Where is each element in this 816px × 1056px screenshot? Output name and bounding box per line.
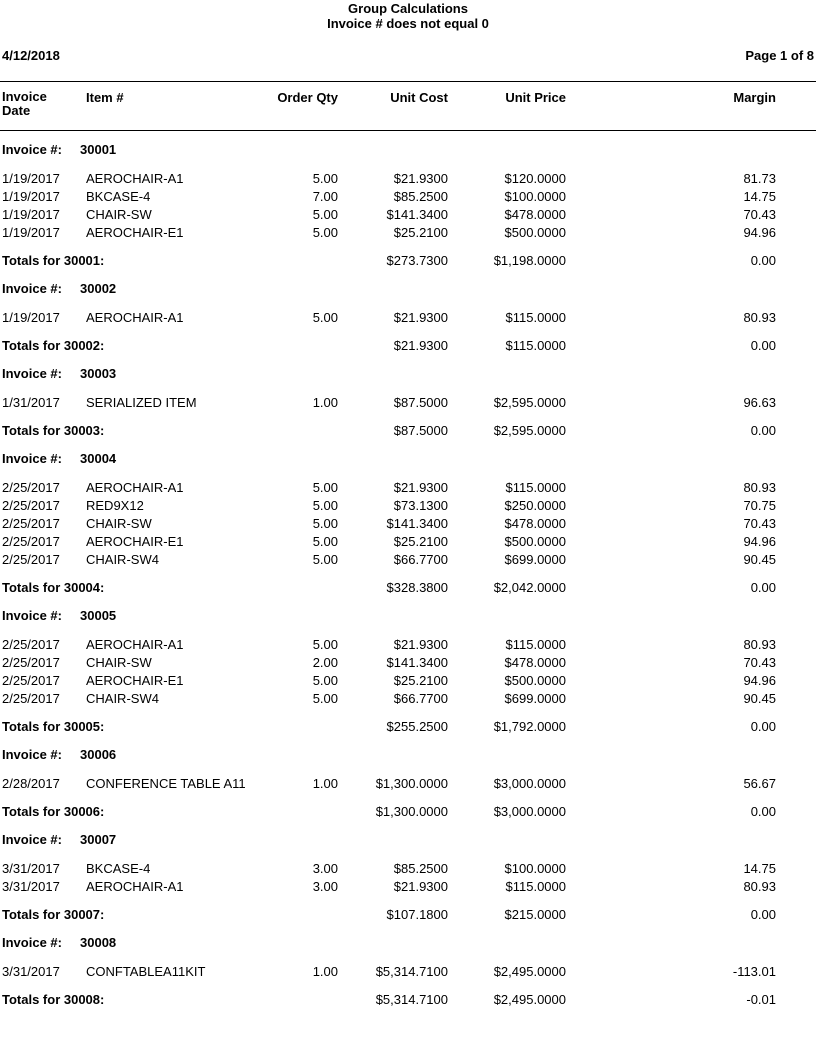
report-subtitle: Invoice # does not equal 0 [327,16,489,31]
row-unit-price: $500.0000 [504,225,566,240]
totals-margin: 0.00 [750,423,776,438]
row-invoice-date: 1/19/2017 [2,207,60,222]
row-order-qty: 7.00 [312,189,338,204]
row-margin: -113.01 [732,964,776,979]
group-invoice-number: 30008 [80,935,117,950]
group-label: Invoice #: [2,451,62,466]
totals-margin: 0.00 [750,253,776,268]
row-item-number: CONFERENCE TABLE A11 [86,776,246,791]
row-unit-cost: $25.2100 [393,534,448,549]
totals-label: Totals for 30003: [2,423,105,438]
group-invoice-number: 30003 [80,366,117,381]
row-item-number: CHAIR-SW [86,207,152,222]
row-unit-cost: $25.2100 [393,673,448,688]
row-margin: 90.45 [743,691,776,706]
totals-label: Totals for 30008: [2,992,105,1007]
row-unit-cost: $25.2100 [393,225,448,240]
row-unit-price: $115.0000 [505,637,566,652]
row-item-number: CONFTABLEA11KIT [86,964,206,979]
totals-unit-cost: $21.9300 [393,338,448,353]
row-item-number: AEROCHAIR-A1 [86,879,184,894]
row-item-number: AEROCHAIR-A1 [86,171,184,186]
col-item: Item # [86,90,124,105]
row-unit-cost: $1,300.0000 [375,776,448,791]
group-label: Invoice #: [2,366,62,381]
row-unit-cost: $141.3400 [386,655,448,670]
header-top-rule [0,81,816,82]
row-order-qty: 5.00 [312,171,338,186]
row-item-number: RED9X12 [86,498,144,513]
row-unit-price: $115.0000 [505,480,566,495]
group-invoice-number: 30001 [80,142,117,157]
row-invoice-date: 1/19/2017 [2,189,60,204]
row-invoice-date: 2/25/2017 [2,498,60,513]
col-unit-price: Unit Price [505,90,566,105]
group-label: Invoice #: [2,832,62,847]
row-invoice-date: 2/25/2017 [2,534,60,549]
row-invoice-date: 2/25/2017 [2,637,60,652]
row-unit-price: $250.0000 [504,498,566,513]
row-invoice-date: 3/31/2017 [2,879,60,894]
totals-unit-price: $215.0000 [504,907,566,922]
row-margin: 96.63 [743,395,776,410]
row-invoice-date: 1/19/2017 [2,225,60,240]
col-margin: Margin [733,90,776,105]
row-unit-cost: $85.2500 [393,861,448,876]
row-unit-price: $478.0000 [504,655,566,670]
totals-label: Totals for 30007: [2,907,105,922]
row-item-number: CHAIR-SW [86,516,152,531]
row-margin: 81.73 [743,171,776,186]
row-order-qty: 5.00 [312,207,338,222]
row-margin: 70.43 [743,516,776,531]
row-invoice-date: 1/19/2017 [2,171,60,186]
report-title: Group Calculations [348,1,468,16]
row-invoice-date: 1/19/2017 [2,310,60,325]
row-margin: 94.96 [743,673,776,688]
totals-margin: 0.00 [750,719,776,734]
totals-margin: 0.00 [750,907,776,922]
totals-unit-cost: $255.2500 [386,719,448,734]
group-label: Invoice #: [2,142,62,157]
row-order-qty: 5.00 [312,225,338,240]
row-order-qty: 2.00 [312,655,338,670]
row-order-qty: 1.00 [312,776,338,791]
row-unit-price: $699.0000 [504,552,566,567]
group-invoice-number: 30005 [80,608,117,623]
row-item-number: CHAIR-SW4 [86,552,159,567]
row-invoice-date: 2/25/2017 [2,480,60,495]
row-order-qty: 1.00 [312,964,338,979]
row-unit-price: $100.0000 [504,189,566,204]
group-label: Invoice #: [2,935,62,950]
row-unit-price: $478.0000 [504,207,566,222]
totals-margin: 0.00 [750,338,776,353]
group-label: Invoice #: [2,281,62,296]
row-item-number: AEROCHAIR-A1 [86,637,184,652]
totals-label: Totals for 30001: [2,253,105,268]
totals-margin: 0.00 [750,804,776,819]
row-margin: 80.93 [743,310,776,325]
report-date: 4/12/2018 [2,48,60,63]
row-margin: 70.75 [743,498,776,513]
totals-unit-price: $115.0000 [505,338,566,353]
group-label: Invoice #: [2,608,62,623]
row-margin: 56.67 [743,776,776,791]
row-unit-cost: $66.7700 [393,691,448,706]
row-unit-price: $2,495.0000 [493,964,566,979]
row-item-number: AEROCHAIR-E1 [86,534,184,549]
row-item-number: AEROCHAIR-E1 [86,225,184,240]
row-order-qty: 5.00 [312,516,338,531]
row-unit-cost: $21.9300 [393,480,448,495]
row-unit-cost: $85.2500 [393,189,448,204]
totals-unit-price: $2,042.0000 [493,580,566,595]
row-margin: 70.43 [743,655,776,670]
totals-unit-cost: $87.5000 [393,423,448,438]
totals-label: Totals for 30006: [2,804,105,819]
totals-unit-cost: $107.1800 [386,907,448,922]
row-unit-cost: $21.9300 [393,310,448,325]
row-margin: 80.93 [743,879,776,894]
row-invoice-date: 2/25/2017 [2,552,60,567]
totals-unit-price: $2,595.0000 [493,423,566,438]
row-invoice-date: 3/31/2017 [2,964,60,979]
row-invoice-date: 2/25/2017 [2,655,60,670]
row-order-qty: 5.00 [312,691,338,706]
row-unit-cost: $87.5000 [393,395,448,410]
row-unit-price: $3,000.0000 [493,776,566,791]
row-unit-price: $478.0000 [504,516,566,531]
row-invoice-date: 3/31/2017 [2,861,60,876]
row-unit-cost: $66.7700 [393,552,448,567]
row-item-number: BKCASE-4 [86,189,151,204]
row-unit-cost: $21.9300 [393,879,448,894]
row-unit-cost: $141.3400 [386,516,448,531]
page-indicator: Page 1 of 8 [745,48,814,63]
row-order-qty: 5.00 [312,310,338,325]
totals-unit-cost: $328.3800 [386,580,448,595]
row-invoice-date: 2/28/2017 [2,776,60,791]
row-unit-price: $500.0000 [504,673,566,688]
row-order-qty: 5.00 [312,480,338,495]
col-unit-cost: Unit Cost [390,90,448,105]
group-invoice-number: 30007 [80,832,117,847]
row-unit-price: $500.0000 [504,534,566,549]
row-order-qty: 5.00 [312,673,338,688]
totals-unit-cost: $273.7300 [386,253,448,268]
row-item-number: CHAIR-SW [86,655,152,670]
row-unit-price: $120.0000 [504,171,566,186]
row-unit-cost: $21.9300 [393,171,448,186]
totals-unit-price: $1,792.0000 [493,719,566,734]
row-invoice-date: 2/25/2017 [2,516,60,531]
row-unit-cost: $141.3400 [386,207,448,222]
row-order-qty: 3.00 [312,861,338,876]
row-item-number: SERIALIZED ITEM [86,395,197,410]
row-order-qty: 5.00 [312,637,338,652]
row-margin: 90.45 [743,552,776,567]
row-invoice-date: 2/25/2017 [2,673,60,688]
row-margin: 80.93 [743,637,776,652]
col-order-qty: Order Qty [277,90,338,105]
col-invoice-date: Invoice Date [2,89,47,118]
totals-label: Totals for 30002: [2,338,105,353]
group-invoice-number: 30002 [80,281,117,296]
totals-label: Totals for 30005: [2,719,105,734]
row-item-number: AEROCHAIR-A1 [86,310,184,325]
row-item-number: CHAIR-SW4 [86,691,159,706]
header-bottom-rule [0,130,816,131]
row-order-qty: 5.00 [312,534,338,549]
row-margin: 14.75 [743,861,776,876]
row-order-qty: 3.00 [312,879,338,894]
group-invoice-number: 30006 [80,747,117,762]
row-margin: 70.43 [743,207,776,222]
row-unit-price: $2,595.0000 [493,395,566,410]
totals-unit-price: $2,495.0000 [493,992,566,1007]
row-order-qty: 5.00 [312,552,338,567]
totals-unit-cost: $1,300.0000 [375,804,448,819]
totals-margin: 0.00 [750,580,776,595]
row-invoice-date: 2/25/2017 [2,691,60,706]
row-item-number: AEROCHAIR-E1 [86,673,184,688]
row-item-number: BKCASE-4 [86,861,151,876]
row-unit-price: $100.0000 [504,861,566,876]
totals-label: Totals for 30004: [2,580,105,595]
totals-unit-price: $1,198.0000 [493,253,566,268]
row-unit-cost: $5,314.7100 [375,964,448,979]
row-margin: 94.96 [743,534,776,549]
row-order-qty: 5.00 [312,498,338,513]
row-unit-cost: $21.9300 [393,637,448,652]
totals-margin: -0.01 [746,992,776,1007]
totals-unit-price: $3,000.0000 [493,804,566,819]
totals-unit-cost: $5,314.7100 [375,992,448,1007]
group-invoice-number: 30004 [80,451,117,466]
row-margin: 94.96 [743,225,776,240]
row-unit-price: $115.0000 [505,879,566,894]
row-invoice-date: 1/31/2017 [2,395,60,410]
row-order-qty: 1.00 [312,395,338,410]
row-unit-price: $115.0000 [505,310,566,325]
row-margin: 14.75 [743,189,776,204]
row-unit-price: $699.0000 [504,691,566,706]
row-item-number: AEROCHAIR-A1 [86,480,184,495]
row-unit-cost: $73.1300 [393,498,448,513]
group-label: Invoice #: [2,747,62,762]
row-margin: 80.93 [743,480,776,495]
